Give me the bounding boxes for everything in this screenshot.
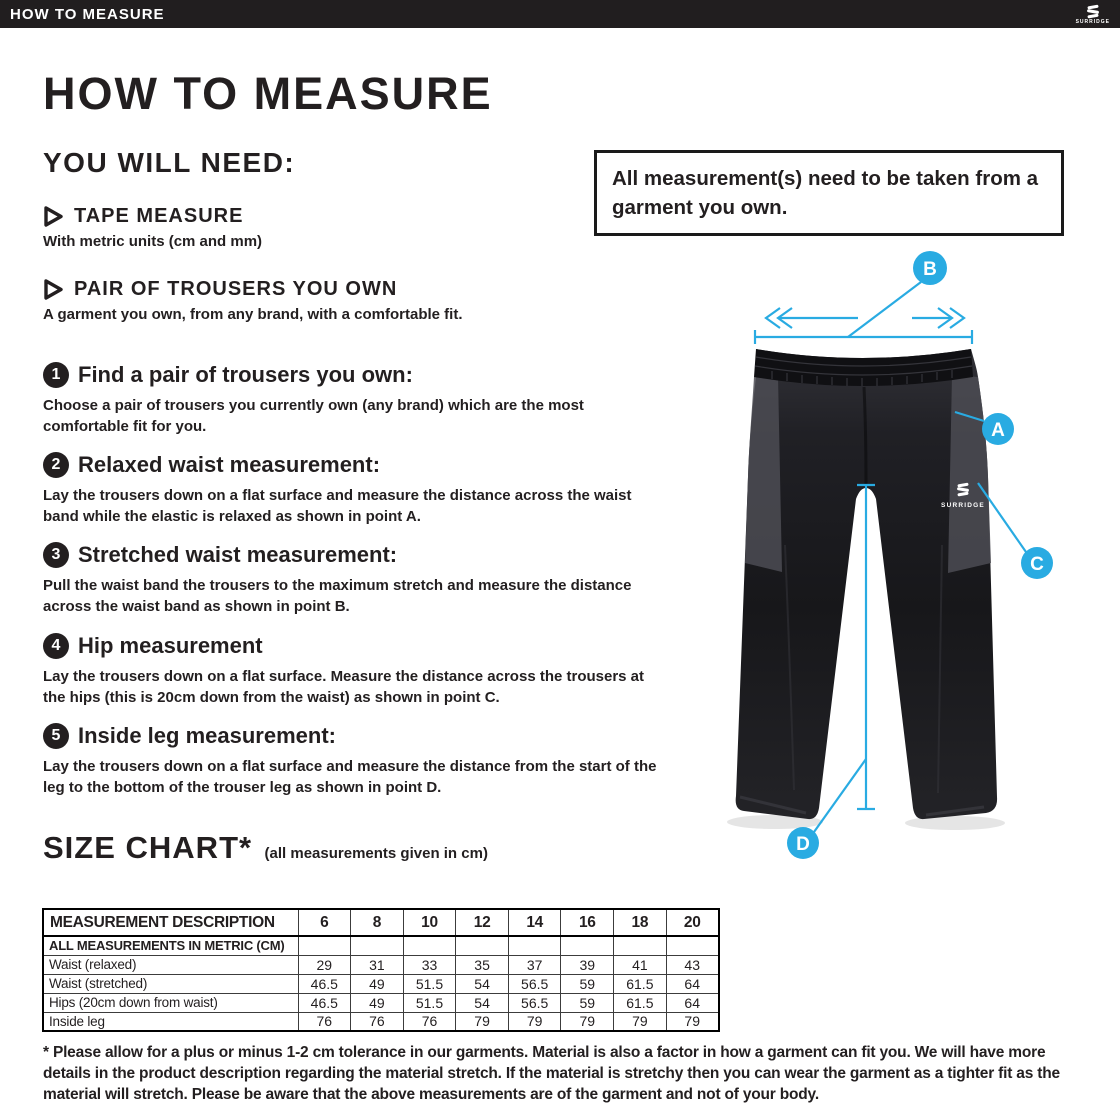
need-item-tape-measure bbox=[43, 205, 643, 250]
step-description: Lay the trousers down on a flat surface and measure the distance across the waist band while the elastic is relaxed as shown in point A. bbox=[43, 487, 632, 525]
cell-value: 35 bbox=[456, 955, 509, 974]
step-description: Lay the trousers down on a flat surface and measure the distance from the start of the leg to the bottom of the trouser leg as shown in point D. bbox=[43, 758, 657, 796]
column-header: 16 bbox=[561, 909, 614, 936]
step-title: Hip measurement bbox=[78, 633, 263, 658]
cell-value: 79 bbox=[614, 1012, 667, 1031]
cell-value: 43 bbox=[666, 955, 719, 974]
cell-value: 51.5 bbox=[403, 993, 456, 1012]
table-row bbox=[43, 936, 719, 955]
cell-value: 54 bbox=[456, 974, 509, 993]
table-row bbox=[43, 993, 719, 1012]
step-1 bbox=[43, 362, 663, 437]
cell-value: 61.5 bbox=[614, 974, 667, 993]
side-panel-right bbox=[948, 375, 991, 573]
table-header-row bbox=[43, 909, 719, 936]
step-number-badge: 3 bbox=[43, 542, 69, 568]
cell-value: 76 bbox=[351, 1012, 404, 1031]
step-title: Stretched waist measurement: bbox=[78, 542, 398, 567]
column-header: 10 bbox=[403, 909, 456, 936]
size-chart-table bbox=[42, 908, 720, 1032]
trousers-measurement-diagram bbox=[690, 245, 1120, 925]
cell-value: 59 bbox=[561, 993, 614, 1012]
row-label: Waist (stretched) bbox=[43, 974, 298, 993]
marker-b-label: B bbox=[923, 259, 937, 280]
step-3 bbox=[43, 542, 663, 617]
marker-b-leader bbox=[848, 282, 921, 337]
step-title: Find a pair of trousers you own: bbox=[78, 362, 413, 387]
marker-d-label: D bbox=[796, 834, 810, 855]
cell-value: 46.5 bbox=[298, 974, 351, 993]
column-header: 12 bbox=[456, 909, 509, 936]
step-4 bbox=[43, 633, 663, 708]
cell-value: 56.5 bbox=[508, 993, 561, 1012]
size-chart-title: SIZE CHART* bbox=[43, 830, 253, 865]
cell-value: 49 bbox=[351, 974, 404, 993]
cell-value: 33 bbox=[403, 955, 456, 974]
surridge-logo-text: SURRIDGE bbox=[1075, 19, 1110, 25]
cell-value: 76 bbox=[403, 1012, 456, 1031]
table-row bbox=[43, 955, 719, 974]
column-header: 20 bbox=[666, 909, 719, 936]
cell-value: 79 bbox=[561, 1012, 614, 1031]
cell-value: 61.5 bbox=[614, 993, 667, 1012]
column-header: 6 bbox=[298, 909, 351, 936]
size-chart-subtitle: (all measurements given in cm) bbox=[264, 845, 488, 862]
column-header: 8 bbox=[351, 909, 404, 936]
step-description: Lay the trousers down on a flat surface. Measure the distance across the trousers at the hips (this is 20cm down from the waist) as shown in point C. bbox=[43, 668, 645, 706]
step-number-badge: 1 bbox=[43, 362, 69, 388]
column-header: 18 bbox=[614, 909, 667, 936]
step-title: Relaxed waist measurement: bbox=[78, 452, 381, 477]
page-title: HOW TO MEASURE bbox=[43, 68, 493, 119]
need-label: PAIR OF TROUSERS YOU OWN bbox=[74, 278, 398, 300]
cell-value: 31 bbox=[351, 955, 404, 974]
cell-value: 56.5 bbox=[508, 974, 561, 993]
cell-value: 76 bbox=[298, 1012, 351, 1031]
step-description: Pull the waist band the trousers to the maximum stretch and measure the distance across the waist band as shown in point B. bbox=[43, 577, 632, 615]
column-header: 14 bbox=[508, 909, 561, 936]
cell-value: 46.5 bbox=[298, 993, 351, 1012]
side-panel-left bbox=[745, 376, 782, 572]
step-number-badge: 5 bbox=[43, 723, 69, 749]
top-bar bbox=[0, 0, 1120, 28]
cell-value: 49 bbox=[351, 993, 404, 1012]
cell-value: 79 bbox=[456, 1012, 509, 1031]
cell-value: 39 bbox=[561, 955, 614, 974]
cell-value: 37 bbox=[508, 955, 561, 974]
garment-logo-text: SURRIDGE bbox=[941, 502, 985, 509]
marker-c-label: C bbox=[1030, 554, 1044, 575]
row-label: ALL MEASUREMENTS IN METRIC (CM) bbox=[43, 936, 298, 955]
surridge-s-icon bbox=[1085, 3, 1101, 19]
cell-value: 54 bbox=[456, 993, 509, 1012]
column-header: MEASUREMENT DESCRIPTION bbox=[43, 909, 298, 936]
cell-value: 79 bbox=[508, 1012, 561, 1031]
row-label: Waist (relaxed) bbox=[43, 955, 298, 974]
cell-value: 29 bbox=[298, 955, 351, 974]
cell-value: 51.5 bbox=[403, 974, 456, 993]
callout-box bbox=[594, 150, 1064, 236]
cell-value: 41 bbox=[614, 955, 667, 974]
triangle-bullet-icon bbox=[43, 278, 64, 301]
need-item-trousers bbox=[43, 278, 643, 323]
step-number-badge: 4 bbox=[43, 633, 69, 659]
step-2 bbox=[43, 452, 663, 527]
marker-a-label: A bbox=[991, 420, 1005, 441]
row-label: Inside leg bbox=[43, 1012, 298, 1031]
step-title: Inside leg measurement: bbox=[78, 723, 336, 748]
need-description: With metric units (cm and mm) bbox=[43, 233, 263, 250]
table-row bbox=[43, 974, 719, 993]
you-will-need-heading: YOU WILL NEED: bbox=[43, 147, 296, 178]
need-label: TAPE MEASURE bbox=[74, 205, 244, 227]
table-row bbox=[43, 1012, 719, 1031]
top-bar-title: HOW TO MEASURE bbox=[10, 5, 165, 23]
step-description: Choose a pair of trousers you currently own (any brand) which are the most comfortable fit for you. bbox=[43, 397, 584, 435]
triangle-bullet-icon bbox=[43, 205, 64, 228]
step-number-badge: 2 bbox=[43, 452, 69, 478]
need-description: A garment you own, from any brand, with a comfortable fit. bbox=[43, 306, 463, 323]
cell-value: 59 bbox=[561, 974, 614, 993]
surridge-s-icon bbox=[957, 483, 969, 497]
cell-value: 64 bbox=[666, 974, 719, 993]
step-5 bbox=[43, 723, 663, 798]
trousers-illustration bbox=[690, 245, 1120, 925]
row-label: Hips (20cm down from waist) bbox=[43, 993, 298, 1012]
surridge-logo bbox=[1076, 3, 1110, 25]
tolerance-footnote: * Please allow for a plus or minus 1-2 cm tolerance in our garments. Material is also a factor in how a garment can fit you. We will have more details in the product description regarding the material stretch. If the material is stretchy then you can wear the garment as a tighter fit as the material will stretch. Please be aware that the above measurements are of the garment and not of your body. bbox=[43, 1044, 1060, 1103]
callout-text: All measurement(s) need to be taken from a garment you own. bbox=[612, 167, 1039, 219]
cell-value: 64 bbox=[666, 993, 719, 1012]
cell-value: 79 bbox=[666, 1012, 719, 1031]
size-chart-heading bbox=[43, 830, 488, 866]
